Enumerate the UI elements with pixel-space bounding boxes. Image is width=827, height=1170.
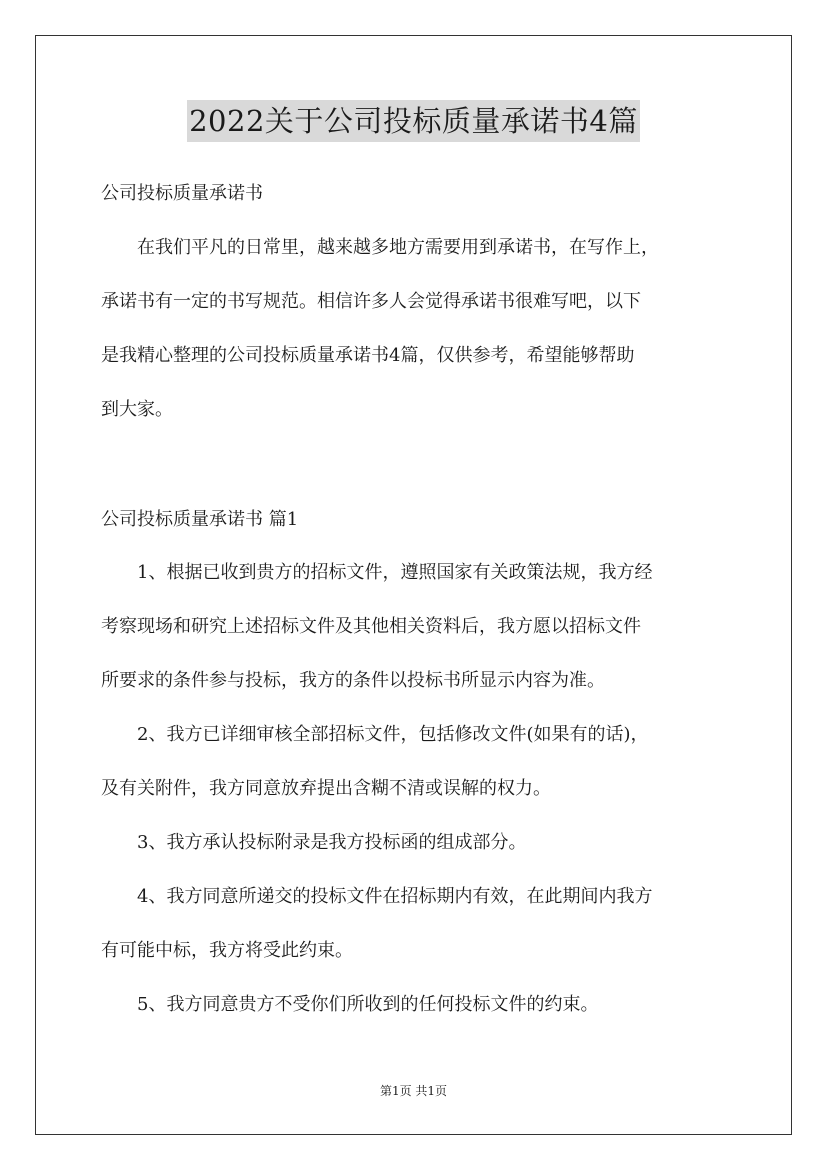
intro-line: 承诺书有一定的书写规范。相信许多人会觉得承诺书很难写吧，以下 <box>101 291 641 312</box>
body-line: 及有关附件，我方同意放弃提出含糊不清或误解的权力。 <box>101 778 551 799</box>
body-line: 5、我方同意贵方不受你们所收到的任何投标文件的约束。 <box>137 994 599 1015</box>
page-footer: 第1页 共1页 <box>379 1084 448 1098</box>
intro-line-text: 在我们平凡的日常里，越来越多地方需要用到承诺书，在写作上， <box>137 237 659 258</box>
body-line: 3、我方承认投标附录是我方投标函的组成部分。 <box>137 832 527 853</box>
body-line: 所要求的条件参与投标，我方的条件以投标书所显示内容为准。 <box>101 670 605 691</box>
body-line: 1、根据已收到贵方的招标文件，遵照国家有关政策法规，我方经 <box>137 562 653 583</box>
body-line: 4、我方同意所递交的投标文件在招标期内有效，在此期间内我方 <box>137 886 653 907</box>
body-line: 2、我方已详细审核全部招标文件，包括修改文件(如果有的话)， <box>137 724 649 745</box>
body-line: 考察现场和研究上述招标文件及其他相关资料后，我方愿以招标文件 <box>101 616 641 637</box>
intro-line: 是我精心整理的公司投标质量承诺书4篇，仅供参考，希望能够帮助 <box>101 345 635 366</box>
part-heading: 公司投标质量承诺书 篇1 <box>101 509 299 530</box>
document-title: 2022关于公司投标质量承诺书4篇 <box>187 100 640 142</box>
body-line: 有可能中标，我方将受此约束。 <box>101 940 353 961</box>
title-container <box>0 100 827 142</box>
section-heading: 公司投标质量承诺书 <box>101 183 263 204</box>
intro-line <box>101 236 741 260</box>
intro-line: 到大家。 <box>101 399 173 420</box>
